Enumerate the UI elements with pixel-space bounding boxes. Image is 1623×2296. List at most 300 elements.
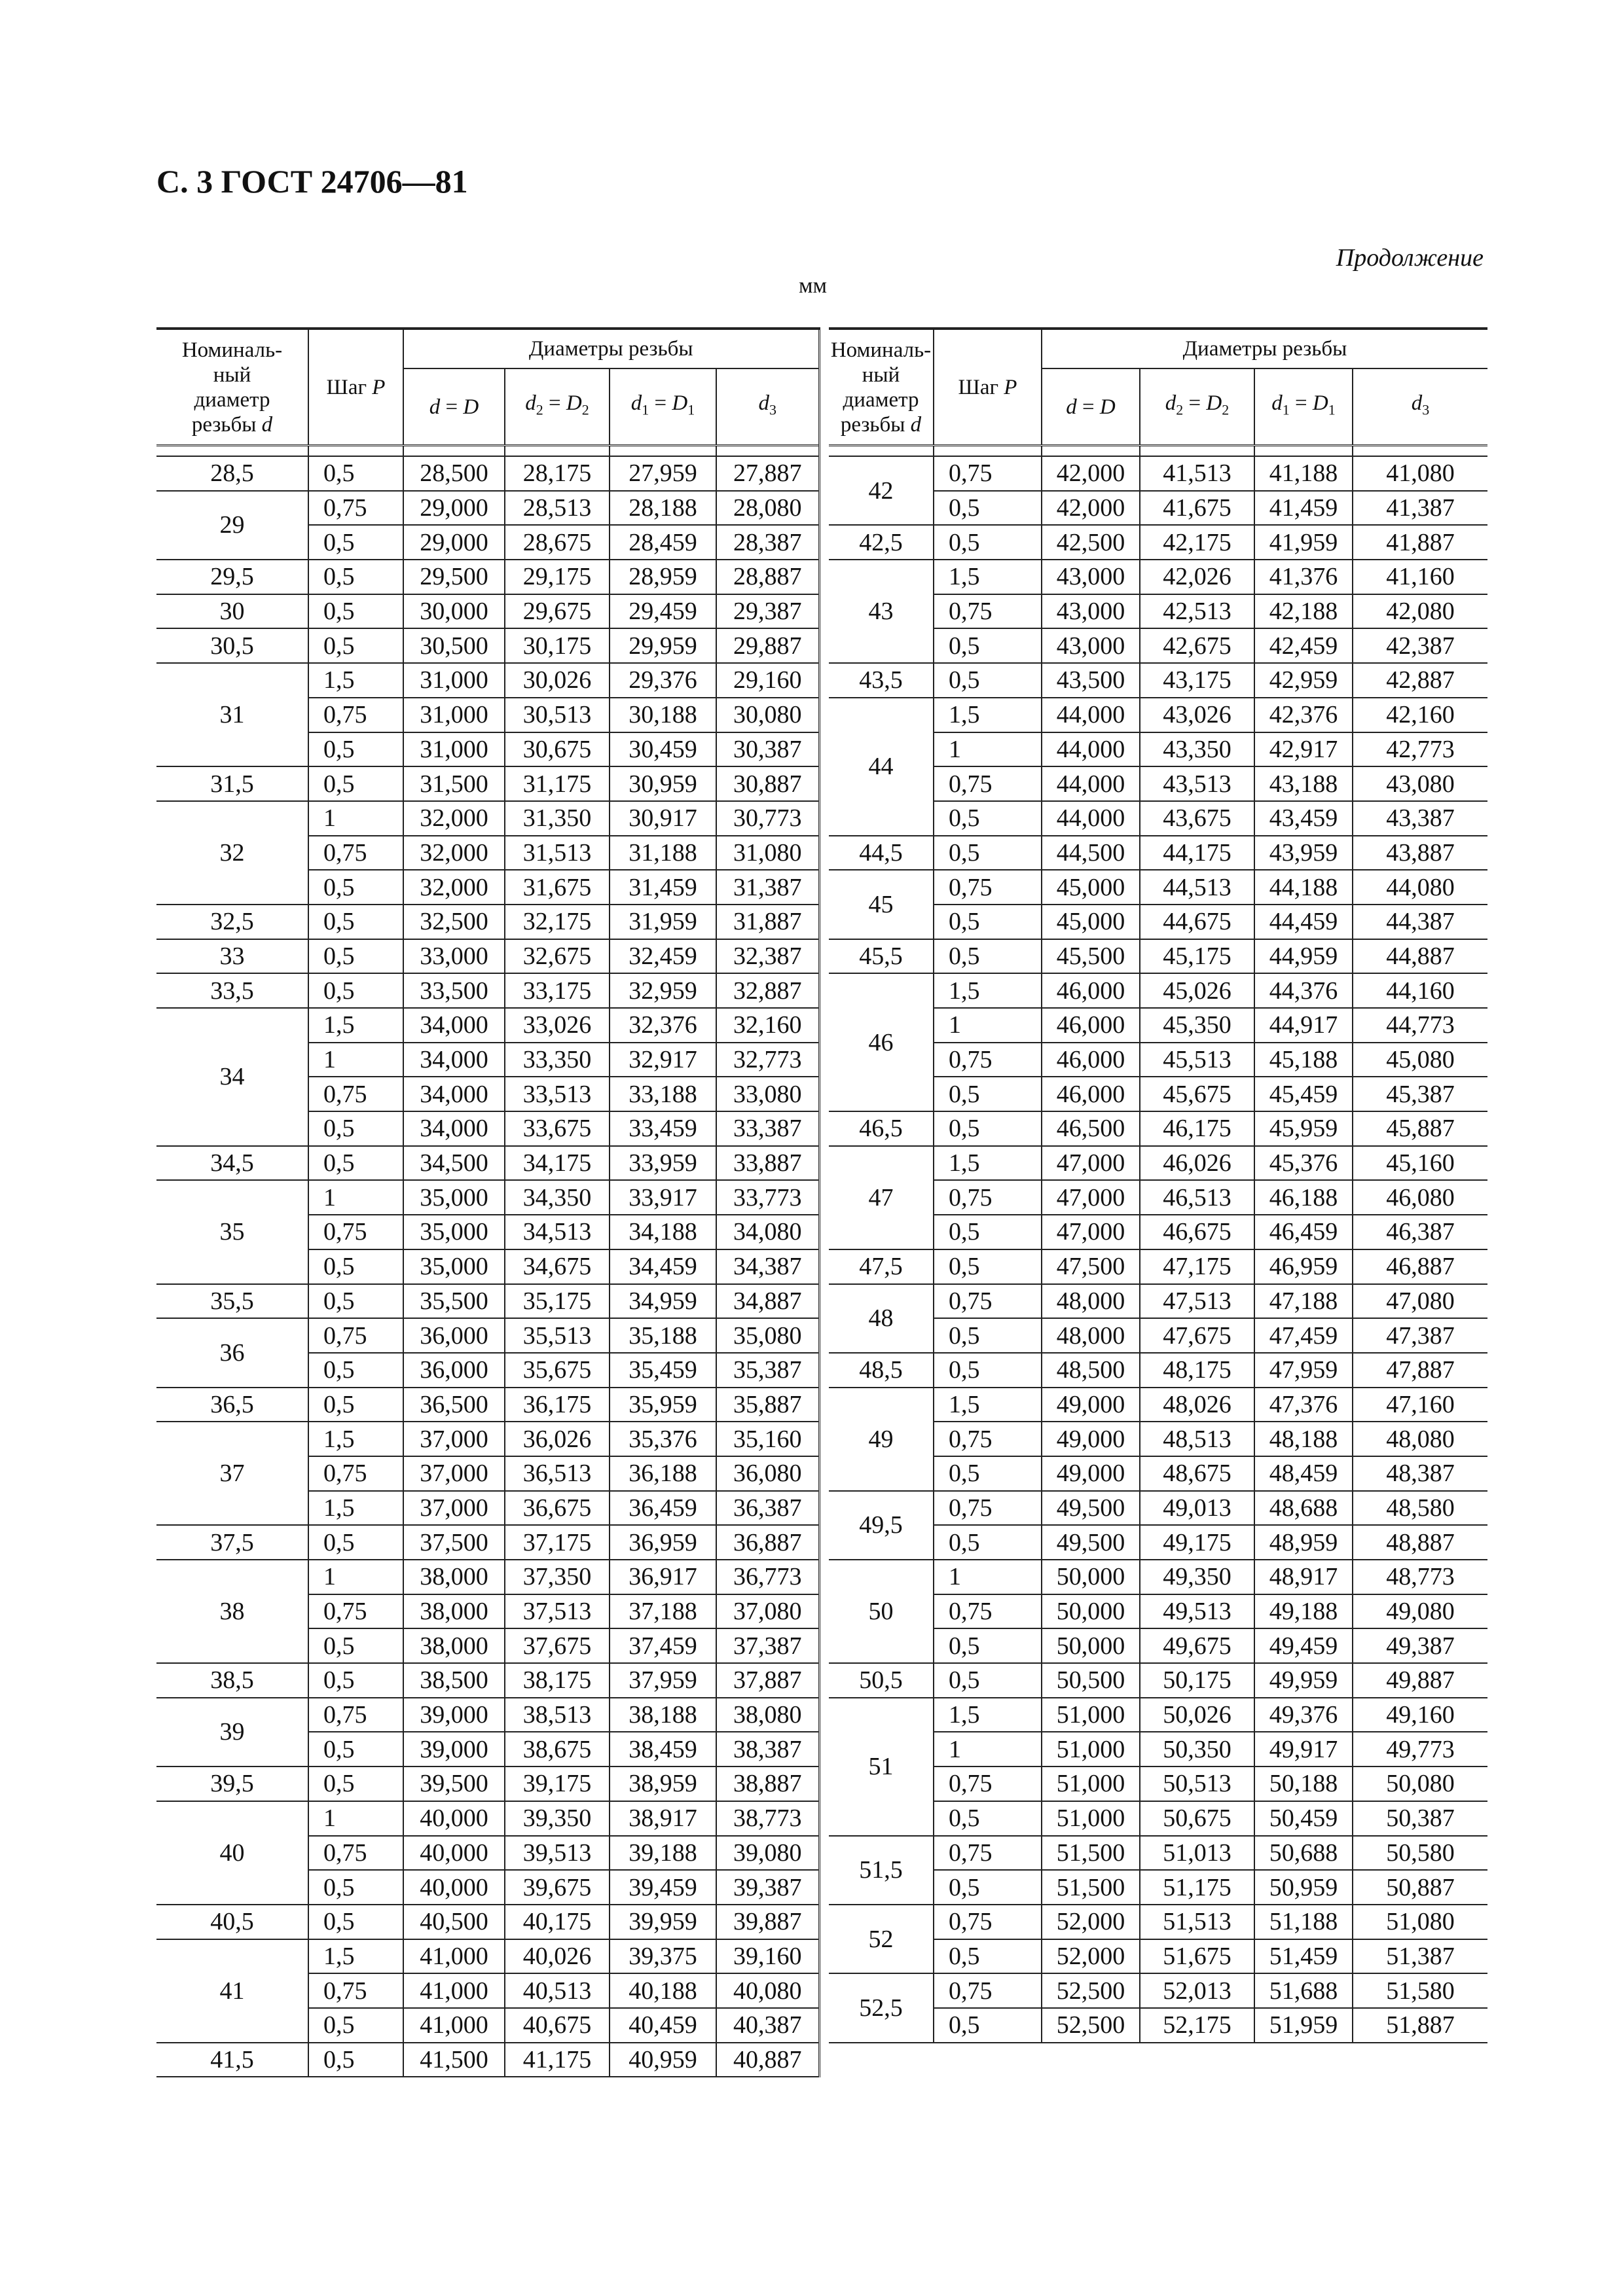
pitch-cell: 0,5	[934, 1318, 1042, 1353]
pitch-cell: 1,5	[934, 698, 1042, 732]
d3-cell: 38,387	[716, 1732, 819, 1767]
d3-cell: 35,887	[716, 1388, 819, 1422]
table-row	[829, 1836, 1487, 1871]
d2-cell: 48,675	[1140, 1456, 1254, 1491]
pitch-cell: 1	[934, 1732, 1042, 1767]
d2-cell: 31,175	[505, 766, 610, 801]
d3-cell: 42,387	[1353, 628, 1487, 663]
nominal-diameter-cell: 36,5	[156, 1388, 308, 1422]
d-cell: 49,000	[1042, 1456, 1140, 1491]
d-cell: 48,000	[1042, 1318, 1140, 1353]
d-cell: 43,000	[1042, 628, 1140, 663]
table-row	[156, 663, 819, 698]
d2-cell: 48,026	[1140, 1388, 1254, 1422]
d3-cell: 29,160	[716, 663, 819, 698]
d2-cell: 43,175	[1140, 663, 1254, 698]
nominal-diameter-cell: 51	[829, 1698, 934, 1836]
d1-cell: 41,459	[1254, 491, 1353, 526]
pitch-cell: 1	[308, 1801, 403, 1836]
pitch-cell: 0,5	[308, 905, 403, 939]
d2-cell: 31,513	[505, 836, 610, 870]
d2-cell: 32,675	[505, 939, 610, 974]
d1-cell: 37,188	[610, 1594, 716, 1629]
table-row	[156, 2043, 819, 2077]
d-cell: 38,500	[403, 1663, 505, 1698]
d1-cell: 32,459	[610, 939, 716, 974]
d3-cell: 49,887	[1353, 1663, 1487, 1698]
nominal-diameter-cell: 38	[156, 1560, 308, 1663]
d3-cell: 39,160	[716, 1939, 819, 1974]
d1-cell: 36,459	[610, 1491, 716, 1526]
table-row	[156, 1525, 819, 1560]
pitch-cell: 0,5	[308, 1732, 403, 1767]
d-cell: 35,000	[403, 1215, 505, 1249]
d-cell: 49,500	[1042, 1491, 1140, 1526]
d-cell: 46,000	[1042, 973, 1140, 1008]
nominal-diameter-cell: 39	[156, 1698, 308, 1767]
d2-cell: 44,675	[1140, 905, 1254, 939]
d-cell: 32,000	[403, 870, 505, 905]
d3-cell: 42,887	[1353, 663, 1487, 698]
d3-cell: 50,887	[1353, 1870, 1487, 1905]
table-body-left	[156, 446, 819, 2077]
pitch-cell: 0,5	[308, 1663, 403, 1698]
pitch-cell: 0,75	[308, 491, 403, 526]
d2-cell: 47,675	[1140, 1318, 1254, 1353]
d1-cell: 50,959	[1254, 1870, 1353, 1905]
pitch-cell: 1	[308, 1180, 403, 1215]
d3-cell: 33,887	[716, 1146, 819, 1181]
d2-cell: 39,675	[505, 1870, 610, 1905]
table-row	[829, 525, 1487, 560]
d3-cell: 35,160	[716, 1422, 819, 1456]
d1-cell: 46,459	[1254, 1215, 1353, 1249]
table-row	[156, 1698, 819, 1732]
d3-cell: 45,387	[1353, 1077, 1487, 1111]
d1-cell: 42,376	[1254, 698, 1353, 732]
d1-cell: 39,959	[610, 1905, 716, 1939]
header-d1-eq-D1: $d_1 = D_1$	[610, 368, 716, 446]
d1-cell: 41,959	[1254, 525, 1353, 560]
pitch-cell: 0,5	[308, 560, 403, 594]
d3-cell: 42,080	[1353, 594, 1487, 629]
d1-cell: 40,959	[610, 2043, 716, 2077]
d2-cell: 30,675	[505, 732, 610, 767]
d1-cell: 45,459	[1254, 1077, 1353, 1111]
pitch-cell: 0,5	[934, 1249, 1042, 1284]
d2-cell: 42,513	[1140, 594, 1254, 629]
d1-cell: 48,959	[1254, 1525, 1353, 1560]
d-cell: 45,000	[1042, 905, 1140, 939]
d1-cell: 36,188	[610, 1456, 716, 1491]
d3-cell: 40,387	[716, 2008, 819, 2043]
d2-cell: 33,026	[505, 1008, 610, 1043]
nominal-diameter-cell: 32,5	[156, 905, 308, 939]
table-row	[156, 1008, 819, 1043]
nominal-diameter-cell: 32	[156, 801, 308, 905]
d1-cell: 42,459	[1254, 628, 1353, 663]
d-cell: 46,000	[1042, 1008, 1140, 1043]
header-d3: $d_3$	[1353, 368, 1487, 446]
d1-cell: 48,188	[1254, 1422, 1353, 1456]
d1-cell: 47,376	[1254, 1388, 1353, 1422]
d2-cell: 33,513	[505, 1077, 610, 1111]
d1-cell: 49,376	[1254, 1698, 1353, 1732]
d2-cell: 29,175	[505, 560, 610, 594]
d3-cell: 51,887	[1353, 2008, 1487, 2043]
d-cell: 31,500	[403, 766, 505, 801]
d1-cell: 48,688	[1254, 1491, 1353, 1526]
pitch-cell: 0,75	[308, 1215, 403, 1249]
d-cell: 51,000	[1042, 1732, 1140, 1767]
pitch-cell: 0,5	[308, 870, 403, 905]
d2-cell: 40,513	[505, 1973, 610, 2008]
pitch-cell: 0,5	[308, 1353, 403, 1388]
nominal-diameter-cell: 45,5	[829, 939, 934, 974]
d2-cell: 43,513	[1140, 766, 1254, 801]
d2-cell: 48,513	[1140, 1422, 1254, 1456]
d3-cell: 27,887	[716, 456, 819, 491]
pitch-cell: 0,75	[934, 1422, 1042, 1456]
header-diameters: Диаметры резьбы	[1042, 329, 1487, 368]
d2-cell: 28,675	[505, 525, 610, 560]
d2-cell: 47,513	[1140, 1284, 1254, 1319]
pitch-cell: 0,5	[308, 628, 403, 663]
header-pitch	[308, 329, 403, 446]
d3-cell: 45,080	[1353, 1043, 1487, 1077]
pitch-cell: 0,5	[934, 491, 1042, 526]
d3-cell: 49,160	[1353, 1698, 1487, 1732]
d3-cell: 39,080	[716, 1836, 819, 1871]
nominal-diameter-cell: 28,5	[156, 456, 308, 491]
pitch-cell: 0,5	[934, 1111, 1042, 1146]
d1-cell: 45,188	[1254, 1043, 1353, 1077]
nominal-diameter-cell: 35	[156, 1180, 308, 1283]
table-row	[156, 973, 819, 1008]
pitch-cell: 0,75	[934, 1491, 1042, 1526]
page-title: С. 3 ГОСТ 24706—81	[156, 163, 468, 200]
d-cell: 34,000	[403, 1008, 505, 1043]
d-cell: 50,000	[1042, 1560, 1140, 1594]
nominal-diameter-cell: 50,5	[829, 1663, 934, 1698]
nominal-diameter-cell: 30	[156, 594, 308, 629]
d2-cell: 43,350	[1140, 732, 1254, 767]
nominal-diameter-cell: 31,5	[156, 766, 308, 801]
d1-cell: 51,959	[1254, 2008, 1353, 2043]
table-row	[156, 491, 819, 526]
d2-cell: 31,350	[505, 801, 610, 836]
d2-cell: 46,175	[1140, 1111, 1254, 1146]
table-row	[829, 1284, 1487, 1319]
pitch-cell: 0,5	[934, 1801, 1042, 1836]
d2-cell: 42,026	[1140, 560, 1254, 594]
d2-cell: 51,013	[1140, 1836, 1254, 1871]
nominal-diameter-cell: 38,5	[156, 1663, 308, 1698]
d3-cell: 38,080	[716, 1698, 819, 1732]
d-cell: 44,000	[1042, 766, 1140, 801]
pitch-cell: 0,5	[308, 1767, 403, 1801]
pitch-cell: 0,5	[934, 1215, 1042, 1249]
d2-cell: 47,175	[1140, 1249, 1254, 1284]
table-row	[156, 1318, 819, 1353]
table-row	[829, 663, 1487, 698]
d-cell: 49,500	[1042, 1525, 1140, 1560]
d2-cell: 30,513	[505, 698, 610, 732]
d3-cell: 50,580	[1353, 1836, 1487, 1871]
header-d3: $d_3$	[716, 368, 819, 446]
d2-cell: 28,513	[505, 491, 610, 526]
d-cell: 33,500	[403, 973, 505, 1008]
d3-cell: 38,773	[716, 1801, 819, 1836]
nominal-diameter-cell: 47,5	[829, 1249, 934, 1284]
d2-cell: 34,675	[505, 1249, 610, 1284]
table-row	[156, 1146, 819, 1181]
header-d1-eq-D1: $d_1 = D_1$	[1254, 368, 1353, 446]
pitch-cell: 0,5	[934, 2008, 1042, 2043]
pitch-cell: 0,5	[308, 456, 403, 491]
d1-cell: 51,188	[1254, 1905, 1353, 1939]
d3-cell: 45,160	[1353, 1146, 1487, 1181]
table-row	[829, 698, 1487, 732]
d2-cell: 42,675	[1140, 628, 1254, 663]
d-cell: 49,000	[1042, 1388, 1140, 1422]
pitch-cell: 0,5	[934, 939, 1042, 974]
d1-cell: 31,188	[610, 836, 716, 870]
pitch-cell: 0,75	[934, 1594, 1042, 1629]
table-row	[156, 456, 819, 491]
d-cell: 41,500	[403, 2043, 505, 2077]
d1-cell: 45,959	[1254, 1111, 1353, 1146]
d1-cell: 39,375	[610, 1939, 716, 1974]
d1-cell: 42,959	[1254, 663, 1353, 698]
d3-cell: 50,080	[1353, 1767, 1487, 1801]
table-row	[829, 1146, 1487, 1181]
d2-cell: 51,513	[1140, 1905, 1254, 1939]
d-cell: 47,000	[1042, 1146, 1140, 1181]
d3-cell: 50,387	[1353, 1801, 1487, 1836]
nominal-diameter-cell: 33,5	[156, 973, 308, 1008]
d3-cell: 48,080	[1353, 1422, 1487, 1456]
nominal-diameter-cell: 33	[156, 939, 308, 974]
pitch-cell: 0,5	[308, 939, 403, 974]
table-row	[156, 1284, 819, 1319]
d1-cell: 28,188	[610, 491, 716, 526]
pitch-cell: 0,5	[934, 801, 1042, 836]
nominal-diameter-cell: 48,5	[829, 1353, 934, 1388]
d1-cell: 44,917	[1254, 1008, 1353, 1043]
pitch-cell: 0,5	[308, 1388, 403, 1422]
d2-cell: 45,350	[1140, 1008, 1254, 1043]
d1-cell: 50,459	[1254, 1801, 1353, 1836]
d3-cell: 31,387	[716, 870, 819, 905]
d1-cell: 48,917	[1254, 1560, 1353, 1594]
nominal-diameter-cell: 49,5	[829, 1491, 934, 1560]
nominal-diameter-cell: 46,5	[829, 1111, 934, 1146]
pitch-cell: 1,5	[308, 1939, 403, 1974]
d-cell: 39,000	[403, 1732, 505, 1767]
table-row	[829, 870, 1487, 905]
d3-cell: 46,387	[1353, 1215, 1487, 1249]
d-cell: 50,500	[1042, 1663, 1140, 1698]
header-diameters: Диаметры резьбы	[403, 329, 819, 368]
d-cell: 51,500	[1042, 1836, 1140, 1871]
d3-cell: 46,080	[1353, 1180, 1487, 1215]
d1-cell: 38,188	[610, 1698, 716, 1732]
d1-cell: 34,959	[610, 1284, 716, 1319]
d3-cell: 36,080	[716, 1456, 819, 1491]
table-row	[156, 905, 819, 939]
d1-cell: 38,459	[610, 1732, 716, 1767]
d-cell: 50,000	[1042, 1594, 1140, 1629]
pitch-cell: 1,5	[308, 1422, 403, 1456]
d3-cell: 43,387	[1353, 801, 1487, 836]
d3-cell: 32,773	[716, 1043, 819, 1077]
d-cell: 49,000	[1042, 1422, 1140, 1456]
nominal-diameter-cell: 29	[156, 491, 308, 560]
d3-cell: 35,080	[716, 1318, 819, 1353]
nominal-diameter-cell: 41	[156, 1939, 308, 2043]
nominal-diameter-cell: 45	[829, 870, 934, 939]
d1-cell: 47,188	[1254, 1284, 1353, 1319]
table-row	[829, 1973, 1487, 2008]
d2-cell: 45,675	[1140, 1077, 1254, 1111]
pitch-cell: 0,5	[308, 1146, 403, 1181]
d3-cell: 42,773	[1353, 732, 1487, 767]
d-cell: 44,000	[1042, 801, 1140, 836]
d1-cell: 44,376	[1254, 973, 1353, 1008]
d3-cell: 28,387	[716, 525, 819, 560]
d-cell: 43,000	[1042, 594, 1140, 629]
d3-cell: 28,887	[716, 560, 819, 594]
pitch-cell: 1,5	[308, 1491, 403, 1526]
table-row	[156, 1422, 819, 1456]
d-cell: 50,000	[1042, 1628, 1140, 1663]
d2-cell: 52,175	[1140, 2008, 1254, 2043]
d1-cell: 32,917	[610, 1043, 716, 1077]
d-cell: 46,500	[1042, 1111, 1140, 1146]
d3-cell: 39,887	[716, 1905, 819, 1939]
d1-cell: 42,188	[1254, 594, 1353, 629]
nominal-diameter-cell: 40,5	[156, 1905, 308, 1939]
d3-cell: 41,387	[1353, 491, 1487, 526]
d1-cell: 40,459	[610, 2008, 716, 2043]
d-cell: 52,000	[1042, 1905, 1140, 1939]
d3-cell: 43,080	[1353, 766, 1487, 801]
d1-cell: 51,688	[1254, 1973, 1353, 2008]
d1-cell: 33,917	[610, 1180, 716, 1215]
d1-cell: 27,959	[610, 456, 716, 491]
pitch-cell: 0,5	[308, 1249, 403, 1284]
pitch-cell: 1,5	[308, 1008, 403, 1043]
d-cell: 41,000	[403, 2008, 505, 2043]
pitch-cell: 0,75	[934, 1836, 1042, 1871]
nominal-diameter-cell: 44,5	[829, 836, 934, 870]
pitch-cell: 1,5	[934, 1698, 1042, 1732]
pitch-cell: 0,75	[308, 836, 403, 870]
d-cell: 40,000	[403, 1801, 505, 1836]
d2-cell: 36,513	[505, 1456, 610, 1491]
d2-cell: 51,675	[1140, 1939, 1254, 1974]
d-cell: 51,000	[1042, 1767, 1140, 1801]
pitch-cell: 0,75	[308, 1077, 403, 1111]
nominal-diameter-cell: 40	[156, 1801, 308, 1905]
d2-cell: 45,026	[1140, 973, 1254, 1008]
table-row	[156, 1663, 819, 1698]
d3-cell: 30,080	[716, 698, 819, 732]
d-cell: 30,500	[403, 628, 505, 663]
d3-cell: 34,887	[716, 1284, 819, 1319]
d3-cell: 35,387	[716, 1353, 819, 1388]
header-pitch-text: Шаг P	[958, 375, 1017, 399]
d2-cell: 49,675	[1140, 1628, 1254, 1663]
d1-cell: 44,188	[1254, 870, 1353, 905]
d-cell: 40,000	[403, 1870, 505, 1905]
pitch-cell: 0,5	[934, 1870, 1042, 1905]
table-row	[829, 1249, 1487, 1284]
pitch-cell: 0,75	[308, 1594, 403, 1629]
d3-cell: 37,387	[716, 1628, 819, 1663]
pitch-cell: 0,5	[308, 1628, 403, 1663]
pitch-cell: 0,5	[934, 628, 1042, 663]
nominal-diameter-cell: 39,5	[156, 1767, 308, 1801]
d2-cell: 50,350	[1140, 1732, 1254, 1767]
d3-cell: 47,387	[1353, 1318, 1487, 1353]
d-cell: 37,000	[403, 1456, 505, 1491]
d2-cell: 41,513	[1140, 456, 1254, 491]
pitch-cell: 1	[934, 732, 1042, 767]
d3-cell: 44,387	[1353, 905, 1487, 939]
d1-cell: 44,959	[1254, 939, 1353, 974]
d1-cell: 51,459	[1254, 1939, 1353, 1974]
d-cell: 35,500	[403, 1284, 505, 1319]
d1-cell: 33,188	[610, 1077, 716, 1111]
d-cell: 29,500	[403, 560, 505, 594]
d1-cell: 46,188	[1254, 1180, 1353, 1215]
d2-cell: 40,175	[505, 1905, 610, 1939]
d3-cell: 29,887	[716, 628, 819, 663]
table-row	[156, 560, 819, 594]
d2-cell: 44,513	[1140, 870, 1254, 905]
d2-cell: 35,675	[505, 1353, 610, 1388]
d3-cell: 28,080	[716, 491, 819, 526]
d1-cell: 28,959	[610, 560, 716, 594]
d2-cell: 46,675	[1140, 1215, 1254, 1249]
pitch-cell: 0,75	[934, 1973, 1042, 2008]
pitch-cell: 0,5	[934, 1353, 1042, 1388]
d3-cell: 43,887	[1353, 836, 1487, 870]
d-cell: 34,000	[403, 1043, 505, 1077]
d3-cell: 41,160	[1353, 560, 1487, 594]
d2-cell: 33,175	[505, 973, 610, 1008]
pitch-cell: 0,5	[308, 732, 403, 767]
d-cell: 44,000	[1042, 698, 1140, 732]
d1-cell: 31,959	[610, 905, 716, 939]
d3-cell: 44,080	[1353, 870, 1487, 905]
header-nominal-diameter: Номиналь- ный диаметр резьбы d	[156, 329, 308, 446]
d1-cell: 43,959	[1254, 836, 1353, 870]
nominal-diameter-cell: 37	[156, 1422, 308, 1525]
d2-cell: 38,175	[505, 1663, 610, 1698]
pitch-cell: 0,5	[308, 2043, 403, 2077]
d-cell: 40,500	[403, 1905, 505, 1939]
table-row	[156, 1560, 819, 1594]
pitch-cell: 0,5	[308, 525, 403, 560]
d1-cell: 30,188	[610, 698, 716, 732]
d3-cell: 41,080	[1353, 456, 1487, 491]
d-cell: 45,000	[1042, 870, 1140, 905]
d2-cell: 39,513	[505, 1836, 610, 1871]
d3-cell: 40,887	[716, 2043, 819, 2077]
